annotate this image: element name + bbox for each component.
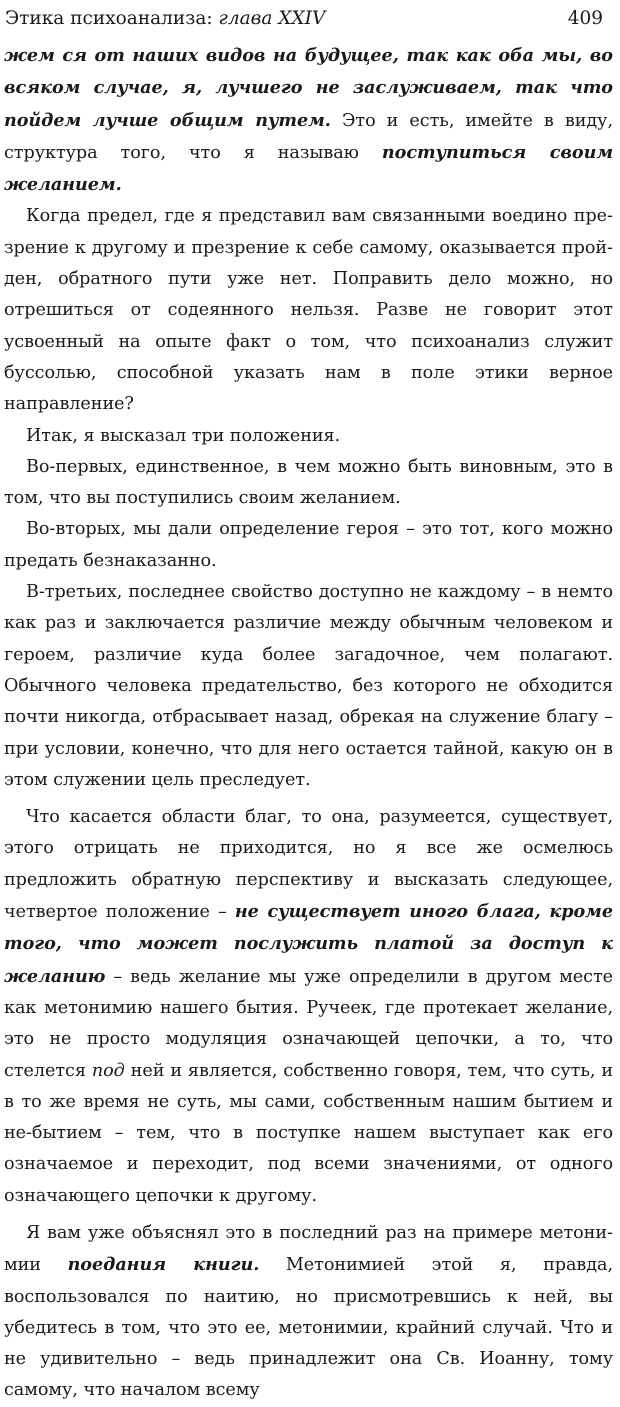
chapter-title-suffix: глава XXIV bbox=[218, 8, 326, 29]
paragraph bbox=[4, 577, 613, 796]
paragraph bbox=[4, 421, 613, 452]
paragraph bbox=[4, 452, 613, 515]
paragraph-text: Во-вторых, мы дали определение героя – это тот, кого можно предать безнаказанно. bbox=[4, 519, 613, 571]
paragraph-text: Во-первых, единственное, в чем можно быть виновным, это в том, что вы поступились своим желанием. bbox=[4, 456, 613, 509]
paragraph bbox=[4, 514, 613, 577]
paragraph-text: Я вам уже объяснял это в последний раз на примере метонимии bbox=[4, 1222, 613, 1276]
page-number: 409 bbox=[567, 8, 603, 29]
emphasis-text: под bbox=[91, 1060, 125, 1081]
paragraph-text: – ведь желание мы уже определили в другом месте как метонимию нашего бытия. Ручеек, где протекает желание, это не просто модуляция означающей цепочки, а то, что стелется bbox=[4, 966, 613, 1081]
body-text bbox=[4, 40, 613, 1407]
running-header bbox=[4, 0, 613, 36]
paragraph-text: В-третьих, последнее свойство доступно не каждому – в немто как раз и заключается различие между обычным человеком и героем, различие куда более загадочное, чем полагают. Обычного человека предательство, без которого не обходится почти никогда, отбрасывает назад, обрекая на служение благу – при условии, конечно, что для него остается тайной, какую он в этом служении цель преследует. bbox=[4, 582, 613, 790]
paragraph bbox=[4, 201, 613, 420]
paragraph-text: Что касается области благ, то она, разумеется, существует, этого отрицать не приходится, но я все же осмелюсь предложить обратную перспективу и высказать следующее, четвертое положение – bbox=[4, 807, 613, 923]
emphasis-text: жем ся от наших видов на будущее, так как оба мы, во всяком случае, я, лучшего не заслуживаем, так что пойдем лучше общим путем. bbox=[4, 45, 613, 131]
emphasis-text: поедания книги. bbox=[67, 1254, 260, 1276]
paragraph bbox=[4, 802, 613, 1212]
chapter-title bbox=[5, 2, 325, 36]
paragraph-text: Метонимией этой я, правда, воспользовался по наитию, но присмотревшись к ней, вы убедитесь в том, что это ее, метонимии, крайний случай. Что и не удивительно – ведь принадлежит она Св. Иоанну, тому самому, что началом всему bbox=[4, 1255, 614, 1401]
paragraph-text: Это и есть, имейте в виду, структура того, что я называю bbox=[4, 110, 613, 163]
paragraph bbox=[4, 40, 613, 201]
chapter-title-prefix: Этика психоанализа: bbox=[5, 8, 219, 29]
paragraph-text: Когда предел, где я представил вам связанными воедино презрение к другому и презрение к себе самому, оказывается пройден, обратного пути уже нет. Поправить дело можно, но отрешиться от содеянного нельзя. Разве не говорит этот усвоенный на опыте факт о том, что психоанализ служит буссолью, способной указать нам в поле этики верное направление? bbox=[4, 206, 613, 415]
emphasis-text: поступиться своим желанием. bbox=[4, 141, 613, 196]
paragraph-text: Итак, я высказал три положения. bbox=[26, 425, 341, 446]
emphasis-text: не существует иного блага, кроме того, что может послужить платой за доступ к желанию bbox=[4, 901, 613, 987]
paragraph-text: ней и является, собственно говоря, тем, что суть, и в то же время не суть, мы сами, собственным нашим бытием и не-бытием – тем, что в поступке нашем выступает как его означаемое и переходит, под всеми значениями, от одного означающего цепочки к другому. bbox=[4, 1060, 613, 1206]
paragraph bbox=[4, 1218, 613, 1407]
